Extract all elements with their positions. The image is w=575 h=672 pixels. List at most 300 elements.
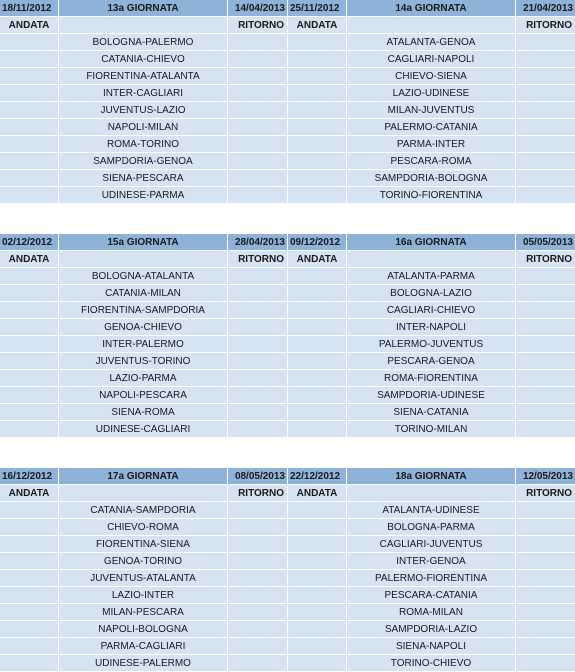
round-subheader bbox=[288, 251, 575, 267]
ritorno-result-cell bbox=[228, 655, 287, 671]
match-row bbox=[0, 268, 287, 284]
andata-result-cell bbox=[0, 153, 58, 169]
andata-result-cell bbox=[288, 319, 346, 335]
ritorno-result-cell bbox=[228, 136, 287, 152]
match-name: CATANIA-SAMPDORIA bbox=[59, 502, 227, 518]
match-row bbox=[0, 404, 287, 420]
match-name: GENOA-TORINO bbox=[59, 553, 227, 569]
match-row bbox=[288, 170, 575, 186]
andata-result-cell bbox=[0, 553, 58, 569]
andata-result-cell bbox=[288, 51, 346, 67]
ritorno-result-cell bbox=[516, 285, 575, 301]
match-name: FIORENTINA-SAMPDORIA bbox=[59, 302, 227, 318]
match-row bbox=[288, 536, 575, 552]
match-name: PESCARA-ROMA bbox=[347, 153, 515, 169]
ritorno-label: RITORNO bbox=[516, 251, 575, 267]
andata-result-cell bbox=[0, 102, 58, 118]
andata-result-cell bbox=[0, 421, 58, 437]
match-row bbox=[288, 638, 575, 654]
ritorno-result-cell bbox=[516, 655, 575, 671]
match-name: PARMA-CAGLIARI bbox=[59, 638, 227, 654]
match-row bbox=[288, 387, 575, 403]
ritorno-result-cell bbox=[228, 34, 287, 50]
ritorno-result-cell bbox=[228, 638, 287, 654]
ritorno-result-cell bbox=[516, 68, 575, 84]
match-row bbox=[0, 570, 287, 586]
ritorno-result-cell bbox=[228, 421, 287, 437]
match-row bbox=[0, 502, 287, 518]
match-name: SIENA-CATANIA bbox=[347, 404, 515, 420]
andata-result-cell bbox=[288, 353, 346, 369]
match-row bbox=[0, 153, 287, 169]
round-pair-block bbox=[0, 0, 575, 204]
ritorno-label: RITORNO bbox=[228, 485, 287, 501]
match-name: CHIEVO-ROMA bbox=[59, 519, 227, 535]
match-name: ROMA-MILAN bbox=[347, 604, 515, 620]
andata-result-cell bbox=[288, 136, 346, 152]
andata-result-cell bbox=[0, 370, 58, 386]
ritorno-result-cell bbox=[228, 268, 287, 284]
ritorno-result-cell bbox=[516, 421, 575, 437]
ritorno-result-cell bbox=[516, 387, 575, 403]
andata-result-cell bbox=[288, 421, 346, 437]
match-row bbox=[288, 404, 575, 420]
round-title: 17a GIORNATA bbox=[59, 468, 227, 484]
match-row bbox=[0, 51, 287, 67]
match-name: ROMA-FIORENTINA bbox=[347, 370, 515, 386]
ritorno-result-cell bbox=[228, 570, 287, 586]
match-name: JUVENTUS-ATALANTA bbox=[59, 570, 227, 586]
ritorno-result-cell bbox=[516, 553, 575, 569]
match-row bbox=[288, 336, 575, 352]
match-name: MILAN-JUVENTUS bbox=[347, 102, 515, 118]
ritorno-result-cell bbox=[516, 604, 575, 620]
round-schedule bbox=[0, 468, 287, 672]
match-row bbox=[288, 502, 575, 518]
andata-date: 02/12/2012 bbox=[0, 234, 58, 250]
round-header bbox=[0, 234, 287, 250]
match-name: SAMPDORIA-LAZIO bbox=[347, 621, 515, 637]
round-schedule bbox=[0, 0, 287, 204]
match-row bbox=[288, 285, 575, 301]
round-subheader bbox=[288, 485, 575, 501]
round-pair bbox=[0, 468, 575, 672]
match-name: SAMPDORIA-GENOA bbox=[59, 153, 227, 169]
round-subheader bbox=[0, 251, 287, 267]
round-subheader bbox=[288, 17, 575, 33]
andata-label: ANDATA bbox=[288, 251, 346, 267]
andata-result-cell bbox=[288, 570, 346, 586]
match-row bbox=[288, 421, 575, 437]
match-name: PALERMO-CATANIA bbox=[347, 119, 515, 135]
round-header bbox=[288, 234, 575, 250]
andata-result-cell bbox=[288, 285, 346, 301]
match-row bbox=[288, 268, 575, 284]
match-row bbox=[0, 519, 287, 535]
ritorno-result-cell bbox=[516, 370, 575, 386]
match-row bbox=[288, 604, 575, 620]
match-name: CHIEVO-SIENA bbox=[347, 68, 515, 84]
match-row bbox=[0, 621, 287, 637]
andata-date: 22/12/2012 bbox=[288, 468, 346, 484]
andata-result-cell bbox=[288, 336, 346, 352]
match-name: NAPOLI-BOLOGNA bbox=[59, 621, 227, 637]
andata-result-cell bbox=[288, 536, 346, 552]
match-row bbox=[0, 319, 287, 335]
andata-result-cell bbox=[288, 587, 346, 603]
ritorno-result-cell bbox=[228, 85, 287, 101]
ritorno-result-cell bbox=[516, 621, 575, 637]
match-row bbox=[0, 604, 287, 620]
match-name: PESCARA-GENOA bbox=[347, 353, 515, 369]
subheader-blank bbox=[59, 485, 227, 501]
ritorno-result-cell bbox=[516, 570, 575, 586]
round-subheader bbox=[0, 17, 287, 33]
round-pair bbox=[0, 234, 575, 438]
ritorno-result-cell bbox=[228, 336, 287, 352]
match-row bbox=[0, 553, 287, 569]
andata-result-cell bbox=[0, 621, 58, 637]
match-row bbox=[0, 68, 287, 84]
ritorno-label: RITORNO bbox=[228, 17, 287, 33]
ritorno-result-cell bbox=[516, 404, 575, 420]
andata-result-cell bbox=[0, 68, 58, 84]
match-name: SIENA-PESCARA bbox=[59, 170, 227, 186]
round-title: 16a GIORNATA bbox=[347, 234, 515, 250]
match-row bbox=[288, 319, 575, 335]
match-row bbox=[0, 353, 287, 369]
andata-result-cell bbox=[0, 638, 58, 654]
match-row bbox=[0, 370, 287, 386]
ritorno-result-cell bbox=[228, 170, 287, 186]
match-name: TORINO-CHIEVO bbox=[347, 655, 515, 671]
andata-result-cell bbox=[288, 68, 346, 84]
round-subheader bbox=[0, 485, 287, 501]
match-row bbox=[288, 370, 575, 386]
match-name: NAPOLI-PESCARA bbox=[59, 387, 227, 403]
match-row bbox=[288, 136, 575, 152]
match-name: ROMA-TORINO bbox=[59, 136, 227, 152]
match-row bbox=[288, 570, 575, 586]
andata-result-cell bbox=[0, 119, 58, 135]
andata-result-cell bbox=[0, 285, 58, 301]
match-row bbox=[0, 536, 287, 552]
match-name: CAGLIARI-CHIEVO bbox=[347, 302, 515, 318]
ritorno-date: 08/05/2013 bbox=[228, 468, 287, 484]
round-schedule bbox=[288, 234, 575, 438]
andata-result-cell bbox=[288, 604, 346, 620]
andata-result-cell bbox=[0, 353, 58, 369]
andata-result-cell bbox=[0, 536, 58, 552]
match-name: NAPOLI-MILAN bbox=[59, 119, 227, 135]
andata-result-cell bbox=[288, 85, 346, 101]
match-name: INTER-PALERMO bbox=[59, 336, 227, 352]
ritorno-date: 21/04/2013 bbox=[516, 0, 575, 16]
match-row bbox=[0, 421, 287, 437]
subheader-blank bbox=[347, 17, 515, 33]
match-row bbox=[288, 519, 575, 535]
match-row bbox=[288, 153, 575, 169]
match-name: BOLOGNA-PARMA bbox=[347, 519, 515, 535]
match-row bbox=[288, 68, 575, 84]
ritorno-result-cell bbox=[516, 587, 575, 603]
andata-label: ANDATA bbox=[0, 485, 58, 501]
ritorno-result-cell bbox=[228, 502, 287, 518]
match-row bbox=[288, 51, 575, 67]
ritorno-result-cell bbox=[516, 502, 575, 518]
ritorno-result-cell bbox=[228, 604, 287, 620]
match-row bbox=[288, 119, 575, 135]
andata-result-cell bbox=[0, 268, 58, 284]
ritorno-result-cell bbox=[228, 353, 287, 369]
andata-result-cell bbox=[0, 187, 58, 203]
match-row bbox=[0, 136, 287, 152]
andata-result-cell bbox=[0, 136, 58, 152]
andata-result-cell bbox=[288, 170, 346, 186]
andata-result-cell bbox=[288, 153, 346, 169]
round-pair bbox=[0, 0, 575, 204]
andata-date: 25/11/2012 bbox=[288, 0, 346, 16]
match-name: CAGLIARI-JUVENTUS bbox=[347, 536, 515, 552]
ritorno-result-cell bbox=[228, 536, 287, 552]
match-name: SAMPDORIA-BOLOGNA bbox=[347, 170, 515, 186]
ritorno-date: 14/04/2013 bbox=[228, 0, 287, 16]
round-header bbox=[0, 468, 287, 484]
ritorno-result-cell bbox=[228, 51, 287, 67]
ritorno-result-cell bbox=[228, 621, 287, 637]
match-row bbox=[288, 187, 575, 203]
ritorno-result-cell bbox=[228, 302, 287, 318]
round-title: 13a GIORNATA bbox=[59, 0, 227, 16]
andata-result-cell bbox=[288, 34, 346, 50]
andata-result-cell bbox=[0, 387, 58, 403]
match-name: JUVENTUS-TORINO bbox=[59, 353, 227, 369]
subheader-blank bbox=[59, 17, 227, 33]
match-name: INTER-CAGLIARI bbox=[59, 85, 227, 101]
ritorno-result-cell bbox=[516, 336, 575, 352]
match-name: UDINESE-PARMA bbox=[59, 187, 227, 203]
ritorno-result-cell bbox=[228, 587, 287, 603]
ritorno-result-cell bbox=[516, 170, 575, 186]
match-row bbox=[0, 34, 287, 50]
round-title: 15a GIORNATA bbox=[59, 234, 227, 250]
match-name: ATALANTA-PARMA bbox=[347, 268, 515, 284]
match-name: PESCARA-CATANIA bbox=[347, 587, 515, 603]
match-row bbox=[0, 387, 287, 403]
ritorno-label: RITORNO bbox=[516, 485, 575, 501]
andata-result-cell bbox=[288, 302, 346, 318]
ritorno-result-cell bbox=[516, 85, 575, 101]
match-row bbox=[288, 85, 575, 101]
match-name: GENOA-CHIEVO bbox=[59, 319, 227, 335]
andata-result-cell bbox=[288, 638, 346, 654]
match-row bbox=[0, 285, 287, 301]
match-name: UDINESE-PALERMO bbox=[59, 655, 227, 671]
ritorno-result-cell bbox=[228, 519, 287, 535]
match-row bbox=[0, 119, 287, 135]
ritorno-result-cell bbox=[516, 638, 575, 654]
match-row bbox=[0, 302, 287, 318]
match-row bbox=[288, 34, 575, 50]
ritorno-result-cell bbox=[516, 268, 575, 284]
match-name: BOLOGNA-ATALANTA bbox=[59, 268, 227, 284]
andata-result-cell bbox=[288, 404, 346, 420]
ritorno-result-cell bbox=[228, 553, 287, 569]
andata-result-cell bbox=[0, 319, 58, 335]
round-header bbox=[288, 468, 575, 484]
match-name: SAMPDORIA-UDINESE bbox=[347, 387, 515, 403]
match-name: PALERMO-JUVENTUS bbox=[347, 336, 515, 352]
match-name: ATALANTA-UDINESE bbox=[347, 502, 515, 518]
andata-result-cell bbox=[0, 604, 58, 620]
round-schedule bbox=[288, 468, 575, 672]
subheader-blank bbox=[59, 251, 227, 267]
andata-date: 09/12/2012 bbox=[288, 234, 346, 250]
match-name: CATANIA-MILAN bbox=[59, 285, 227, 301]
ritorno-result-cell bbox=[516, 302, 575, 318]
ritorno-result-cell bbox=[516, 187, 575, 203]
match-row bbox=[288, 553, 575, 569]
ritorno-result-cell bbox=[516, 119, 575, 135]
round-title: 14a GIORNATA bbox=[347, 0, 515, 16]
ritorno-date: 28/04/2013 bbox=[228, 234, 287, 250]
match-name: CATANIA-CHIEVO bbox=[59, 51, 227, 67]
match-name: MILAN-PESCARA bbox=[59, 604, 227, 620]
ritorno-result-cell bbox=[228, 285, 287, 301]
andata-result-cell bbox=[0, 502, 58, 518]
ritorno-result-cell bbox=[516, 34, 575, 50]
match-name: BOLOGNA-PALERMO bbox=[59, 34, 227, 50]
ritorno-date: 05/05/2013 bbox=[516, 234, 575, 250]
round-header bbox=[0, 0, 287, 16]
round-pair-block bbox=[0, 234, 575, 438]
match-row bbox=[288, 302, 575, 318]
ritorno-result-cell bbox=[228, 187, 287, 203]
andata-result-cell bbox=[288, 387, 346, 403]
ritorno-result-cell bbox=[228, 387, 287, 403]
ritorno-result-cell bbox=[516, 102, 575, 118]
ritorno-result-cell bbox=[516, 319, 575, 335]
match-row bbox=[288, 353, 575, 369]
andata-result-cell bbox=[0, 336, 58, 352]
match-name: TORINO-MILAN bbox=[347, 421, 515, 437]
match-name: UDINESE-CAGLIARI bbox=[59, 421, 227, 437]
round-pair-block bbox=[0, 468, 575, 672]
andata-result-cell bbox=[0, 570, 58, 586]
ritorno-label: RITORNO bbox=[516, 17, 575, 33]
subheader-blank bbox=[347, 251, 515, 267]
andata-result-cell bbox=[0, 51, 58, 67]
ritorno-result-cell bbox=[228, 319, 287, 335]
match-name: BOLOGNA-LAZIO bbox=[347, 285, 515, 301]
andata-date: 16/12/2012 bbox=[0, 468, 58, 484]
ritorno-result-cell bbox=[228, 68, 287, 84]
match-row bbox=[0, 655, 287, 671]
match-name: CAGLIARI-NAPOLI bbox=[347, 51, 515, 67]
match-name: FIORENTINA-SIENA bbox=[59, 536, 227, 552]
ritorno-result-cell bbox=[516, 51, 575, 67]
match-row bbox=[0, 638, 287, 654]
match-name: SIENA-NAPOLI bbox=[347, 638, 515, 654]
match-name: SIENA-ROMA bbox=[59, 404, 227, 420]
andata-date: 18/11/2012 bbox=[0, 0, 58, 16]
andata-result-cell bbox=[288, 655, 346, 671]
round-header bbox=[288, 0, 575, 16]
match-name: INTER-GENOA bbox=[347, 553, 515, 569]
match-row bbox=[0, 102, 287, 118]
match-row bbox=[288, 655, 575, 671]
ritorno-result-cell bbox=[228, 153, 287, 169]
match-row bbox=[288, 621, 575, 637]
subheader-blank bbox=[347, 485, 515, 501]
ritorno-label: RITORNO bbox=[228, 251, 287, 267]
andata-result-cell bbox=[288, 268, 346, 284]
match-row bbox=[0, 170, 287, 186]
andata-result-cell bbox=[0, 34, 58, 50]
ritorno-result-cell bbox=[228, 370, 287, 386]
match-name: TORINO-FIORENTINA bbox=[347, 187, 515, 203]
andata-result-cell bbox=[288, 519, 346, 535]
round-title: 18a GIORNATA bbox=[347, 468, 515, 484]
match-row bbox=[0, 587, 287, 603]
andata-label: ANDATA bbox=[0, 251, 58, 267]
round-schedule bbox=[288, 0, 575, 204]
match-name: JUVENTUS-LAZIO bbox=[59, 102, 227, 118]
ritorno-result-cell bbox=[228, 119, 287, 135]
ritorno-result-cell bbox=[516, 136, 575, 152]
match-row bbox=[0, 85, 287, 101]
andata-result-cell bbox=[288, 553, 346, 569]
match-row bbox=[288, 102, 575, 118]
andata-result-cell bbox=[0, 519, 58, 535]
andata-result-cell bbox=[0, 655, 58, 671]
andata-label: ANDATA bbox=[0, 17, 58, 33]
andata-result-cell bbox=[288, 370, 346, 386]
ritorno-date: 12/05/2013 bbox=[516, 468, 575, 484]
match-row bbox=[0, 336, 287, 352]
andata-label: ANDATA bbox=[288, 485, 346, 501]
ritorno-result-cell bbox=[516, 153, 575, 169]
match-name: ATALANTA-GENOA bbox=[347, 34, 515, 50]
match-name: FIORENTINA-ATALANTA bbox=[59, 68, 227, 84]
andata-result-cell bbox=[0, 170, 58, 186]
andata-result-cell bbox=[0, 587, 58, 603]
round-schedule bbox=[0, 234, 287, 438]
andata-result-cell bbox=[288, 187, 346, 203]
match-name: INTER-NAPOLI bbox=[347, 319, 515, 335]
match-name: LAZIO-PARMA bbox=[59, 370, 227, 386]
match-row bbox=[288, 587, 575, 603]
match-name: LAZIO-UDINESE bbox=[347, 85, 515, 101]
andata-result-cell bbox=[0, 404, 58, 420]
andata-result-cell bbox=[288, 621, 346, 637]
ritorno-result-cell bbox=[516, 536, 575, 552]
ritorno-result-cell bbox=[228, 102, 287, 118]
match-name: PALERMO-FIORENTINA bbox=[347, 570, 515, 586]
andata-result-cell bbox=[288, 502, 346, 518]
match-row bbox=[0, 187, 287, 203]
andata-result-cell bbox=[0, 85, 58, 101]
match-name: LAZIO-INTER bbox=[59, 587, 227, 603]
andata-label: ANDATA bbox=[288, 17, 346, 33]
match-name: PARMA-INTER bbox=[347, 136, 515, 152]
ritorno-result-cell bbox=[516, 519, 575, 535]
andata-result-cell bbox=[0, 302, 58, 318]
andata-result-cell bbox=[288, 119, 346, 135]
andata-result-cell bbox=[288, 102, 346, 118]
ritorno-result-cell bbox=[228, 404, 287, 420]
ritorno-result-cell bbox=[516, 353, 575, 369]
